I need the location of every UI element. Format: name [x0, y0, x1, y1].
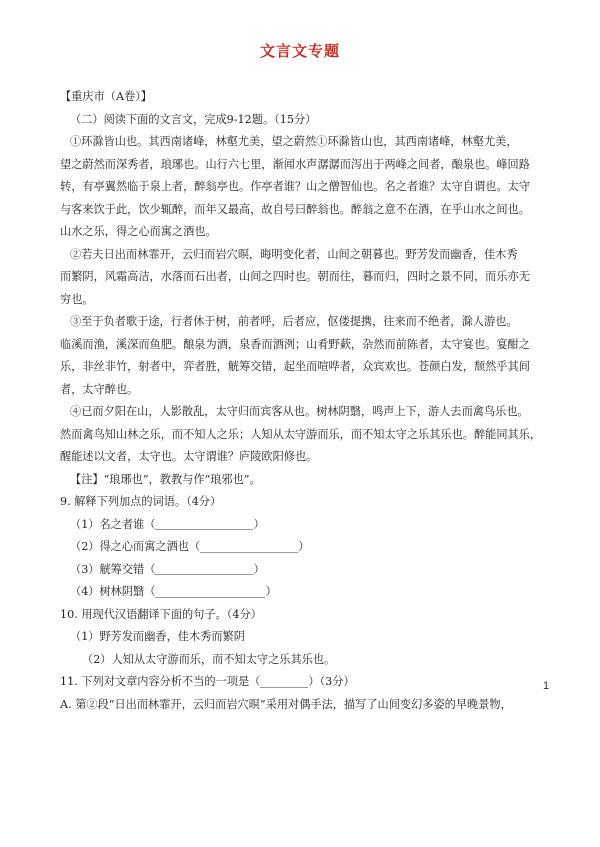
- passage-line: 而繁阴，风霜高洁，水落而石出者，山间之四时也。朝而往，暮而归，四时之景不同，而乐亦无: [60, 270, 530, 283]
- answer-blank[interactable]: [155, 519, 253, 530]
- answer-blank[interactable]: [200, 542, 298, 553]
- question-9-item-close: ）: [253, 517, 265, 531]
- passage-line: ②若夫日出而林霏开，云归而岩穴暝，晦明变化者，山间之朝暮也。野芳发而幽香，佳木秀: [70, 247, 518, 261]
- passage-line: 者，太守醉也。: [60, 382, 139, 396]
- page-title: 文言文专题: [259, 42, 340, 60]
- question-9-stem: 9. 解释下列加点的词语。（4分）: [60, 495, 222, 508]
- question-9-item: [60, 559, 546, 582]
- question-9-item: [60, 581, 546, 604]
- passage-line: ④已而夕阳在山，人影散乱，太守归而宾客从也。树林阴翳，鸣声上下，游人去而禽鸟乐也。: [70, 405, 529, 418]
- answer-blank[interactable]: [155, 587, 265, 598]
- passage-line: 山水之乐，得之心而寓之酒也。: [60, 225, 217, 238]
- question-9-item-label: （3）觥筹交错（: [70, 562, 156, 576]
- passage-line: 然而禽鸟知山林之乐，而不知人之乐；人知从太守游而乐，而不知太守之乐其乐也。醉能同其乐，: [60, 427, 542, 441]
- question-9-item: [60, 536, 546, 559]
- source-label: 【重庆市（A卷）】: [60, 90, 152, 103]
- question-9-item-label: （1）名之者谁（: [70, 517, 156, 531]
- question-11-stem-end: ）（3分）: [308, 675, 355, 688]
- passage-line: ③至于负者歌于途，行者休于树，前者呼，后者应，伛偻提携，往来而不绝者，滁人游也。: [70, 315, 518, 328]
- question-11-stem-text: 11. 下列对文章内容分析不当的一项是（: [60, 675, 261, 688]
- passage-line: 望之蔚然而深秀者，琅琊也。山行六七里，渐闻水声潺潺而泻出于两峰之间者，酿泉也。峰回路: [60, 157, 530, 171]
- passage-line: ①环滁皆山也。其西南诸峰，林壑尤美，望之蔚然①环滁皆山也，其西南诸峰，林壑尤美，: [70, 135, 518, 148]
- passage-line: 穷也。: [60, 292, 94, 306]
- passage: [60, 131, 546, 469]
- page-number: 1: [543, 680, 550, 692]
- question-9-item-label: （4）树林阴翳（: [70, 585, 156, 598]
- annotation-note: 【注】“琅琊也”，教教与作“琅邪也”。: [70, 472, 261, 486]
- answer-blank[interactable]: [260, 677, 308, 688]
- answer-blank[interactable]: [155, 564, 253, 575]
- document-body: [60, 86, 546, 716]
- passage-line: 转，有亭翼然临于泉上者，醉翁亭也。作亭者谁？山之僧智仙也。名之者谁？太守自谓也。太守: [60, 180, 530, 193]
- question-10-item: （1）野芳发而幽香，佳木秀而繁阴: [70, 630, 245, 643]
- question-9-item-close: ）: [298, 540, 310, 553]
- question-9-item-label: （2）得之心而寓之酒也（: [70, 540, 201, 553]
- question-10-item: （2）人知从太守游而乐，而不知太守之乐其乐也。: [82, 652, 336, 666]
- question-9-item-close: ）: [265, 585, 277, 598]
- question-11-stem: [60, 671, 546, 694]
- instruction-text: （二）阅读下面的文言文，完成9-12题。（15分）: [70, 112, 317, 126]
- question-9-item-close: ）: [253, 562, 265, 576]
- passage-line: 与客来饮于此，饮少辄醉，而年又最高，故自号曰醉翁也。醉翁之意不在酒，在乎山水之间也。: [60, 202, 530, 216]
- passage-line: 乐，非丝非竹，射者中，弈者胜，觥筹交错，起坐而喧哗者，众宾欢也。苍颜白发，颓然乎其间: [60, 360, 530, 373]
- passage-line: 临溪而渔，溪深而鱼肥。酿泉为酒，泉香而酒洌；山肴野蔌，杂然而前陈者，太守宴也。宴酣之: [60, 337, 530, 351]
- question-10-stem: 10. 用现代汉语翻译下面的句子。（4分）: [60, 607, 262, 621]
- question-9-item: [60, 514, 546, 537]
- question-11-option-a: A. 第②段“日出而林霏开，云归而岩穴暝”采用对偶手法，描写了山间变幻多姿的早晚景物，: [60, 697, 512, 711]
- passage-line: 醒能述以文者，太守也。太守谓谁？庐陵欧阳修也。: [60, 450, 318, 463]
